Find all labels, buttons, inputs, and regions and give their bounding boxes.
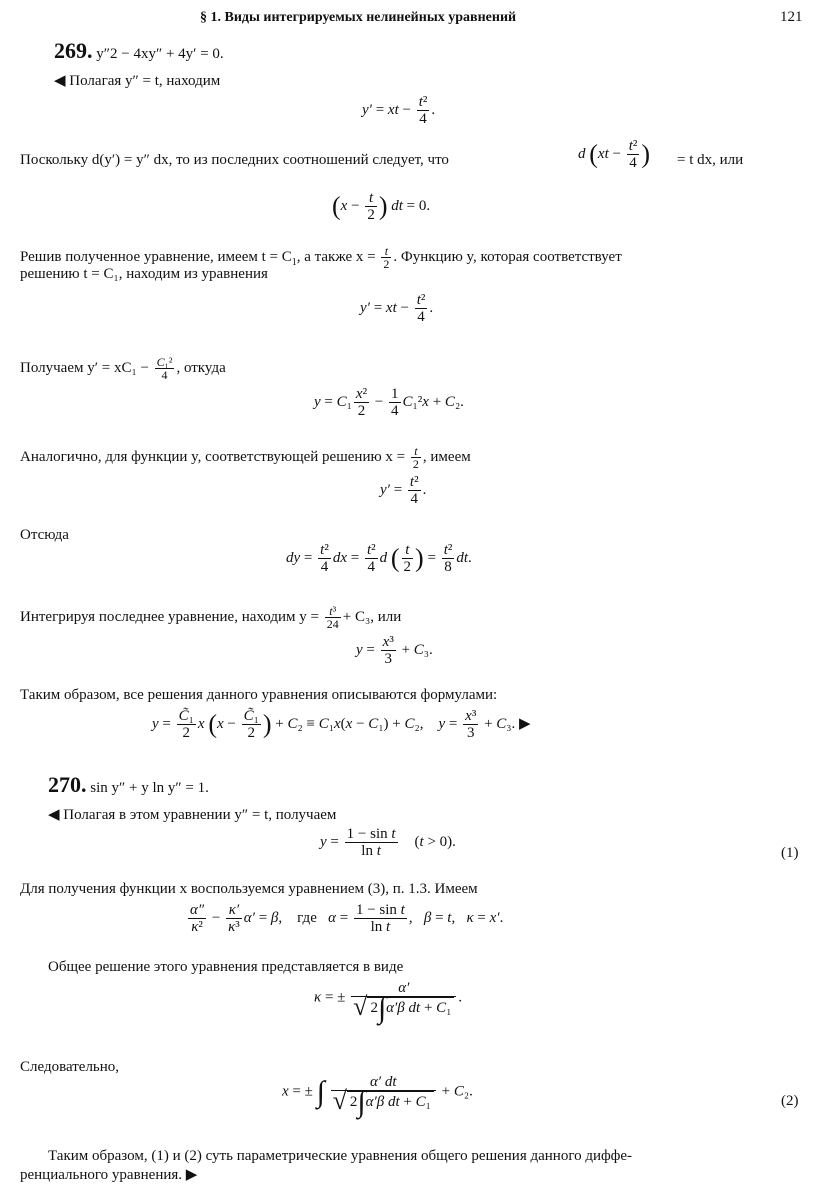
formula-differential: d (xt − $\frac{\text{t²}}{4}$ ) xyxy=(578,138,651,171)
formula-y-t: y = $\frac{\text{1 − sin t}}{\text{ln t}}$ (t > 0). xyxy=(320,826,456,859)
text-line: решению t = C₁, находим из уравнения xyxy=(20,266,268,282)
equation-number: (1) xyxy=(781,845,799,861)
text-line: Отсюда xyxy=(20,527,69,543)
formula-all-solutions: y = $\frac{\text{C̃₁}}{2}$ x (x − $\frac{\text{C̃₁}}{2}$ ) + C₂ ≡ C₁x(x − C₁) + C₂, y = $\frac{\text{x³}}{3}$ + C₃. ▶ xyxy=(152,708,531,741)
text-line: ренциального уравнения. ▶ xyxy=(20,1167,198,1183)
formula-y-solution-1: y = C₁ $\frac{\text{x²}}{2}$ − $\frac{1}{4}$ C₁²x + C₂. xyxy=(314,386,464,419)
text-line: Получаем y′ = xC₁ − $\frac{\text{C₁²}}{4}$ , откуда xyxy=(20,355,226,382)
formula-dy: dy = $\frac{\text{t²}}{4}$ dx = $\frac{\text{t²}}{4}$ d ( $\frac{t}{2}$ ) = $\frac{\text{t²}}{8}$ dt. xyxy=(286,542,472,575)
formula-y-prime-2: y′ = xt − $\frac{\text{t²}}{4}$ . xyxy=(360,292,434,325)
equation-number: (2) xyxy=(781,1093,799,1109)
text-line: Аналогично, для функции y, соответствующей решению x = $\frac{t}{2}$ , имеем xyxy=(20,444,471,471)
text-line: Для получения функции x воспользуемся уравнением (3), п. 1.3. Имеем xyxy=(20,881,478,897)
problem-number: 270. xyxy=(48,772,87,797)
text-line: Интегрируя последнее уравнение, находим y = $\frac{\text{t³}}{24}$ + C₃, или xyxy=(20,604,402,631)
formula-alpha-kappa: $\frac{\alpha''}{\text{κ²}}$ − $\frac{\kappa'}{\text{κ³}}$ α′ = β, где α = $\frac{\text{1 − sin t}}{\text{ln t}}$ , β = t, κ = x′. xyxy=(190,902,504,935)
solution-intro: ◀ Полагая в этом уравнении y″ = t, получаем xyxy=(48,807,337,823)
running-header: § 1. Виды интегрируемых нелинейных уравнений xyxy=(200,10,517,25)
formula-y-prime-3: y′ = $\frac{\text{t²}}{4}$ . xyxy=(380,474,427,507)
problem-269-statement xyxy=(54,38,224,63)
formula-y-solution-2: y = $\frac{\text{x³}}{3}$ + C₃. xyxy=(356,634,433,667)
problem-270-statement xyxy=(48,772,209,797)
page-number: 121 xyxy=(780,9,803,25)
solution-intro: ◀ Полагая y″ = t, находим xyxy=(54,73,221,89)
formula-dt: (x − $\frac{t}{2}$ ) dt = 0. xyxy=(332,190,431,223)
formula-y-prime-1: y′ = xt − $\frac{\text{t²}}{4}$ . xyxy=(362,94,436,127)
text-line: Поскольку d(y′) = y″ dx, то из последних соотношений следует, что xyxy=(20,152,449,168)
text-line: Общее решение этого уравнения представляется в виде xyxy=(48,959,404,975)
text-line: Таким образом, (1) и (2) суть параметрические уравнения общего решения данного диффе- xyxy=(48,1148,633,1164)
text-line: = t dx, или xyxy=(677,152,744,168)
problem-equation: y″2 − 4xy″ + 4y′ = 0. xyxy=(96,46,224,62)
formula-kappa: κ = ± $\frac{\alpha'}{\text{√ 2∫α′β dt + C₁}}$ . xyxy=(314,980,463,1025)
problem-equation: sin y″ + y ln y″ = 1. xyxy=(90,780,209,796)
text-line: Следовательно, xyxy=(20,1059,120,1075)
text-line: Таким образом, все решения данного уравнения описываются формулами: xyxy=(20,687,498,703)
problem-number: 269. xyxy=(54,38,93,63)
text-line: Решив полученное уравнение, имеем $t = C_1$, а также x = $\frac{t}{2}$ . Функцию y, которая соответствует xyxy=(20,244,622,271)
formula-x: x = ± ∫ $\frac{\alpha' dt}{\text{√ 2∫α′β dt + C₁}}$ + C₂. xyxy=(282,1074,473,1119)
